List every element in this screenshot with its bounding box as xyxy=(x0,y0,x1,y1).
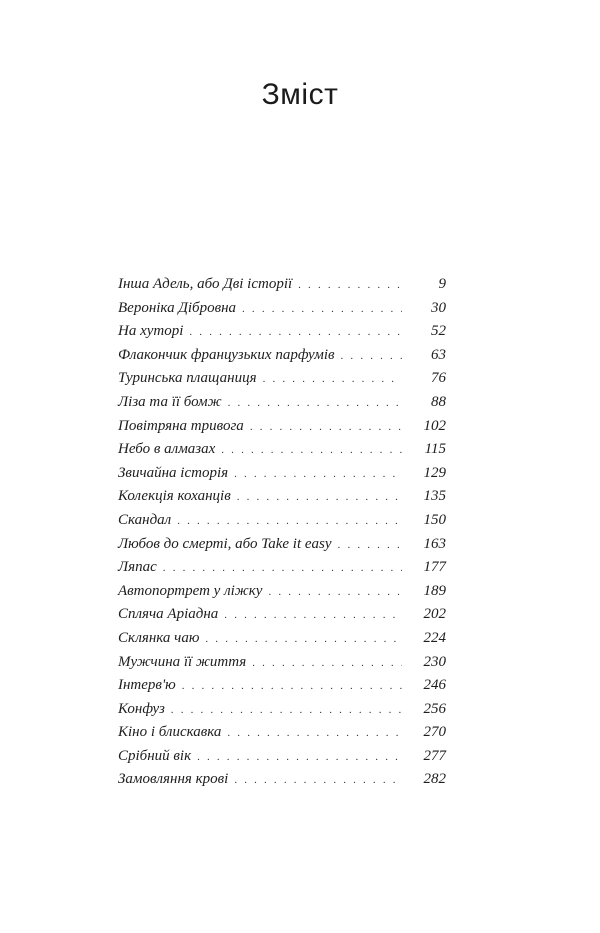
dot-leader xyxy=(242,303,402,315)
dot-leader xyxy=(163,562,402,574)
toc-entry xyxy=(118,300,446,324)
toc-entry-page: 256 xyxy=(423,700,446,717)
toc-entry-page: 150 xyxy=(423,511,446,528)
toc-entry xyxy=(118,465,446,489)
toc-entry-title: Флакончик французьких парфумів xyxy=(118,346,335,363)
toc-entry xyxy=(118,488,446,512)
toc-entry xyxy=(118,654,446,678)
toc-entry-title: Замовляння крові xyxy=(118,771,229,788)
dot-leader xyxy=(338,539,402,551)
toc-entry-title: Автопортрет у ліжку xyxy=(118,582,263,599)
toc-entry xyxy=(118,370,446,394)
dot-leader xyxy=(189,326,402,338)
dot-leader xyxy=(197,751,402,763)
toc-entry-title: Повітряна тривога xyxy=(118,417,244,434)
toc-entry xyxy=(118,748,446,772)
toc-entry-page: 88 xyxy=(431,393,446,410)
toc-entry-title: Любов до смерті, або Take it easy xyxy=(118,535,332,552)
toc-entry-page: 202 xyxy=(423,606,446,623)
toc-entry-page: 135 xyxy=(423,488,446,505)
page-title: Зміст xyxy=(261,78,339,111)
toc-entry-title: Колекція коханців xyxy=(118,488,231,505)
toc-entry xyxy=(118,630,446,654)
toc-entry xyxy=(118,724,446,748)
dot-leader xyxy=(228,397,402,409)
toc-entry-title: Інтерв'ю xyxy=(118,677,176,694)
toc-entry xyxy=(118,418,446,442)
table-of-contents xyxy=(118,276,446,795)
toc-entry-title: На хуторі xyxy=(118,323,184,340)
toc-entry-page: 282 xyxy=(423,771,446,788)
toc-entry xyxy=(118,677,446,701)
toc-entry-title: Вероніка Дібровна xyxy=(118,299,237,316)
toc-entry-page: 189 xyxy=(423,582,446,599)
dot-leader xyxy=(268,586,402,598)
toc-entry xyxy=(118,559,446,583)
dot-leader xyxy=(224,609,402,621)
toc-entry-title: Кіно і блискавка xyxy=(118,724,222,741)
toc-entry-page: 76 xyxy=(431,370,446,387)
toc-entry-page: 277 xyxy=(423,747,446,764)
toc-entry-page: 246 xyxy=(423,677,446,694)
toc-entry-page: 129 xyxy=(423,464,446,481)
toc-entry-page: 30 xyxy=(431,299,446,316)
dot-leader xyxy=(237,491,402,503)
toc-entry-page: 9 xyxy=(438,276,446,292)
dot-leader xyxy=(298,279,402,291)
dot-leader xyxy=(263,373,402,385)
toc-entry xyxy=(118,347,446,371)
toc-entry-title: Ляпас xyxy=(118,559,157,576)
toc-entry xyxy=(118,276,446,300)
toc-entry-title: Інша Адель, або Дві історії xyxy=(118,276,293,292)
toc-entry xyxy=(118,512,446,536)
dot-leader xyxy=(177,515,402,527)
dot-leader xyxy=(341,350,402,362)
toc-entry-title: Срібний вік xyxy=(118,747,192,764)
toc-entry xyxy=(118,583,446,607)
toc-entry-page: 224 xyxy=(423,629,446,646)
toc-entry-page: 115 xyxy=(424,441,446,458)
toc-entry xyxy=(118,394,446,418)
dot-leader xyxy=(221,444,402,456)
toc-entry-title: Туринська плащаниця xyxy=(118,370,257,387)
toc-entry-title: Небо в алмазах xyxy=(118,441,216,458)
toc-entry-page: 163 xyxy=(423,535,446,552)
dot-leader xyxy=(227,727,402,739)
toc-entry xyxy=(118,606,446,630)
toc-entry-title: Склянка чаю xyxy=(118,629,200,646)
dot-leader xyxy=(250,421,402,433)
toc-entry-page: 270 xyxy=(423,724,446,741)
toc-entry xyxy=(118,701,446,725)
toc-entry xyxy=(118,441,446,465)
dot-leader xyxy=(234,774,402,786)
dot-leader xyxy=(234,468,402,480)
toc-entry xyxy=(118,323,446,347)
toc-entry xyxy=(118,536,446,560)
toc-entry-title: Ліза та її бомж xyxy=(118,393,222,410)
toc-entry xyxy=(118,771,446,795)
toc-entry-title: Скандал xyxy=(118,511,172,528)
toc-entry-page: 230 xyxy=(423,653,446,670)
toc-entry-title: Конфуз xyxy=(118,700,165,717)
toc-entry-page: 177 xyxy=(423,559,446,576)
toc-entry-page: 102 xyxy=(423,417,446,434)
toc-entry-title: Мужчина її життя xyxy=(118,653,247,670)
toc-entry-title: Спляча Аріадна xyxy=(118,606,219,623)
dot-leader xyxy=(205,633,402,645)
toc-entry-title: Звичайна історія xyxy=(118,464,229,481)
dot-leader xyxy=(252,657,402,669)
dot-leader xyxy=(171,704,402,716)
toc-entry-page: 52 xyxy=(431,323,446,340)
dot-leader xyxy=(182,680,402,692)
toc-entry-page: 63 xyxy=(431,346,446,363)
